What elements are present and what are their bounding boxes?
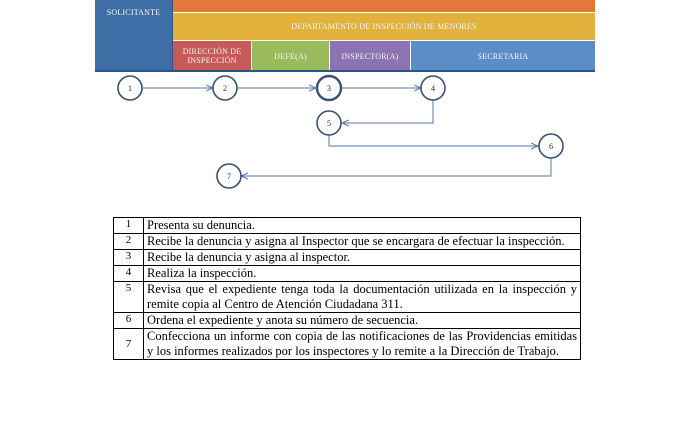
table-row — [114, 234, 581, 250]
connector-6-7 — [241, 158, 551, 176]
flow-node-2-label: 2 — [223, 84, 227, 93]
flow-node-5-label: 5 — [327, 119, 331, 128]
step-number: 1 — [114, 218, 144, 234]
flow-node-2 — [213, 76, 237, 100]
lane-jefe: IJEFE(A) — [252, 41, 329, 71]
flow-node-1 — [118, 76, 142, 100]
step-description: Presenta su denuncia. — [144, 218, 581, 234]
step-number: 5 — [114, 282, 144, 313]
step-description: Confecciona un informe con copia de las notificaciones de las Providencias emitidas y los informes realizados por los inspectores y lo remite a la Dirección de Trabajo. — [144, 329, 581, 360]
lane-secretaria: SECRETARIA — [411, 41, 595, 71]
step-number: 3 — [114, 250, 144, 266]
flow-node-4-label: 4 — [431, 84, 435, 93]
flow-node-6 — [539, 134, 563, 158]
flow-node-6-label: 6 — [549, 142, 553, 151]
connector-4-5 — [342, 100, 433, 123]
step-description: Recibe la denuncia y asigna al inspector. — [144, 250, 581, 266]
flow-node-4 — [421, 76, 445, 100]
step-description: Ordena el expediente y anota su número de secuencia. — [144, 313, 581, 329]
lane-inspector: INSPECTOR(A) — [330, 41, 410, 71]
step-description: Realiza la inspección. — [144, 266, 581, 282]
step-number: 7 — [114, 329, 144, 360]
lane-solicitante: SOLICITANTE — [95, 0, 173, 71]
table-row — [114, 313, 581, 329]
flow-node-5 — [317, 111, 341, 135]
flow-node-7 — [217, 164, 241, 188]
table-row — [114, 329, 581, 360]
table-row — [114, 250, 581, 266]
step-description: Recibe la denuncia y asigna al Inspector que se encargara de efectuar la inspección. — [144, 234, 581, 250]
table-row — [114, 282, 581, 313]
steps-table — [113, 217, 581, 360]
step-number: 2 — [114, 234, 144, 250]
step-description: Revisa que el expediente tenga toda la documentación utilizada en la inspección y remite copia al Centro de Atención Ciudadana 311. — [144, 282, 581, 313]
connector-5-6 — [329, 135, 538, 146]
lane-departamento: DEPARTAMENTO DE INSPECCIÓN DE MENORES — [173, 13, 595, 40]
flow-node-7-label: 7 — [227, 172, 231, 181]
lane-direccion-inspeccion: DIRECCIÓN DE INSPECCIÓN — [173, 41, 251, 71]
flow-node-3 — [317, 76, 341, 100]
flow-node-1-label: 1 — [128, 84, 132, 93]
step-number: 6 — [114, 313, 144, 329]
table-row — [114, 266, 581, 282]
table-row — [114, 218, 581, 234]
flow-diagram — [0, 0, 695, 200]
flow-node-3-label: 3 — [327, 84, 331, 93]
step-number: 4 — [114, 266, 144, 282]
connectors — [142, 88, 551, 176]
